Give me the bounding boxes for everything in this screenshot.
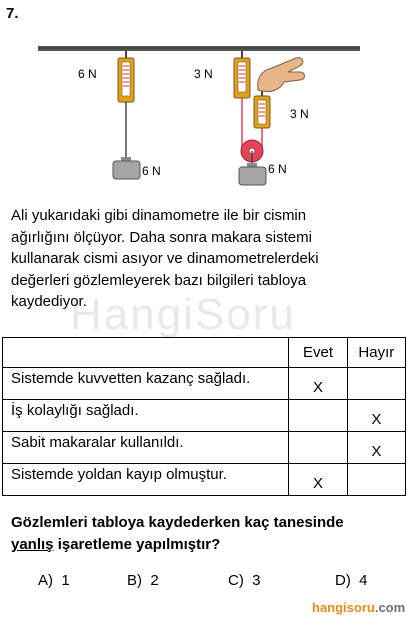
left-weight-label: 6 N	[142, 164, 161, 178]
option-letter: A)	[38, 572, 53, 589]
hand-dynamometer-label: 3 N	[290, 107, 309, 121]
table-statement: İş kolaylığı sağladı.	[3, 400, 289, 432]
option-letter: B)	[127, 572, 142, 589]
option-value: 2	[150, 572, 159, 589]
left-weight	[113, 157, 140, 179]
logo-domain: .com	[374, 600, 406, 615]
table-header-hayir: Hayır	[347, 338, 405, 368]
question-part1: Gözlemleri tabloya kaydederken kaç tanesinde	[11, 514, 344, 531]
table-mark-evet	[289, 368, 347, 400]
dynamometer-pulley-figure	[0, 28, 416, 188]
option-value: 4	[359, 572, 368, 589]
hand-dynamometer	[254, 88, 270, 128]
left-dynamometer-label: 6 N	[78, 67, 97, 81]
mark-x: X	[313, 475, 324, 492]
ceiling	[38, 46, 360, 51]
table-mark-hayir	[347, 464, 405, 496]
observation-table	[2, 337, 406, 496]
table-statement: Sistemde yoldan kayıp olmuştur.	[3, 464, 289, 496]
watermark: HangiSoru	[70, 290, 296, 339]
option-letter: D)	[335, 572, 351, 589]
question-number: 7.	[6, 5, 19, 22]
question-underlined-word: yanlış	[11, 536, 54, 553]
table-mark-evet	[289, 464, 347, 496]
option-d[interactable]	[335, 572, 368, 589]
question-text	[11, 512, 406, 556]
table-header-empty	[3, 338, 289, 368]
right-weight	[239, 163, 266, 185]
table-mark-hayir	[347, 400, 405, 432]
logo-name: hangisoru	[312, 600, 375, 615]
table-statement: Sistemde kuvvetten kazanç sağladı.	[3, 368, 289, 400]
table-row	[3, 432, 406, 464]
option-b[interactable]	[127, 572, 159, 589]
mark-x: X	[313, 379, 324, 396]
table-header-row	[3, 338, 406, 368]
pulley-dynamometer	[234, 51, 250, 98]
table-mark-hayir	[347, 432, 405, 464]
table-statement: Sabit makaralar kullanıldı.	[3, 432, 289, 464]
option-a[interactable]	[38, 572, 70, 589]
paragraph-line: kaydediyor.	[11, 293, 87, 310]
hand-icon	[258, 58, 305, 92]
mark-x: X	[371, 443, 382, 460]
paragraph-line: değerleri gözlemleyerek bazı bilgileri tabloya	[11, 271, 307, 289]
table-row	[3, 400, 406, 432]
site-logo	[312, 600, 405, 615]
option-value: 3	[252, 572, 261, 589]
mark-x: X	[371, 411, 382, 428]
paragraph-line: ağırlığını ölçüyor. Daha sonra makara sistemi	[11, 228, 312, 246]
paragraph-line: Ali yukarıdaki gibi dinamometre ile bir cismin	[11, 207, 307, 224]
table-header-evet: Evet	[289, 338, 347, 368]
question-paragraph	[11, 205, 401, 313]
table-mark-hayir	[347, 368, 405, 400]
left-dynamometer	[118, 51, 134, 158]
option-value: 1	[61, 572, 70, 589]
table-mark-evet	[289, 432, 347, 464]
question-part2: işaretleme yapılmıştır?	[53, 536, 221, 553]
pulley-dynamometer-label: 3 N	[194, 67, 213, 81]
option-c[interactable]	[228, 572, 261, 589]
table-mark-evet	[289, 400, 347, 432]
table-row	[3, 368, 406, 400]
pulley	[241, 140, 263, 164]
option-letter: C)	[228, 572, 244, 589]
table-row	[3, 464, 406, 496]
paragraph-line: kullanarak cismi asıyor ve dinamometrelerdeki	[11, 250, 319, 267]
right-weight-label: 6 N	[268, 162, 287, 176]
